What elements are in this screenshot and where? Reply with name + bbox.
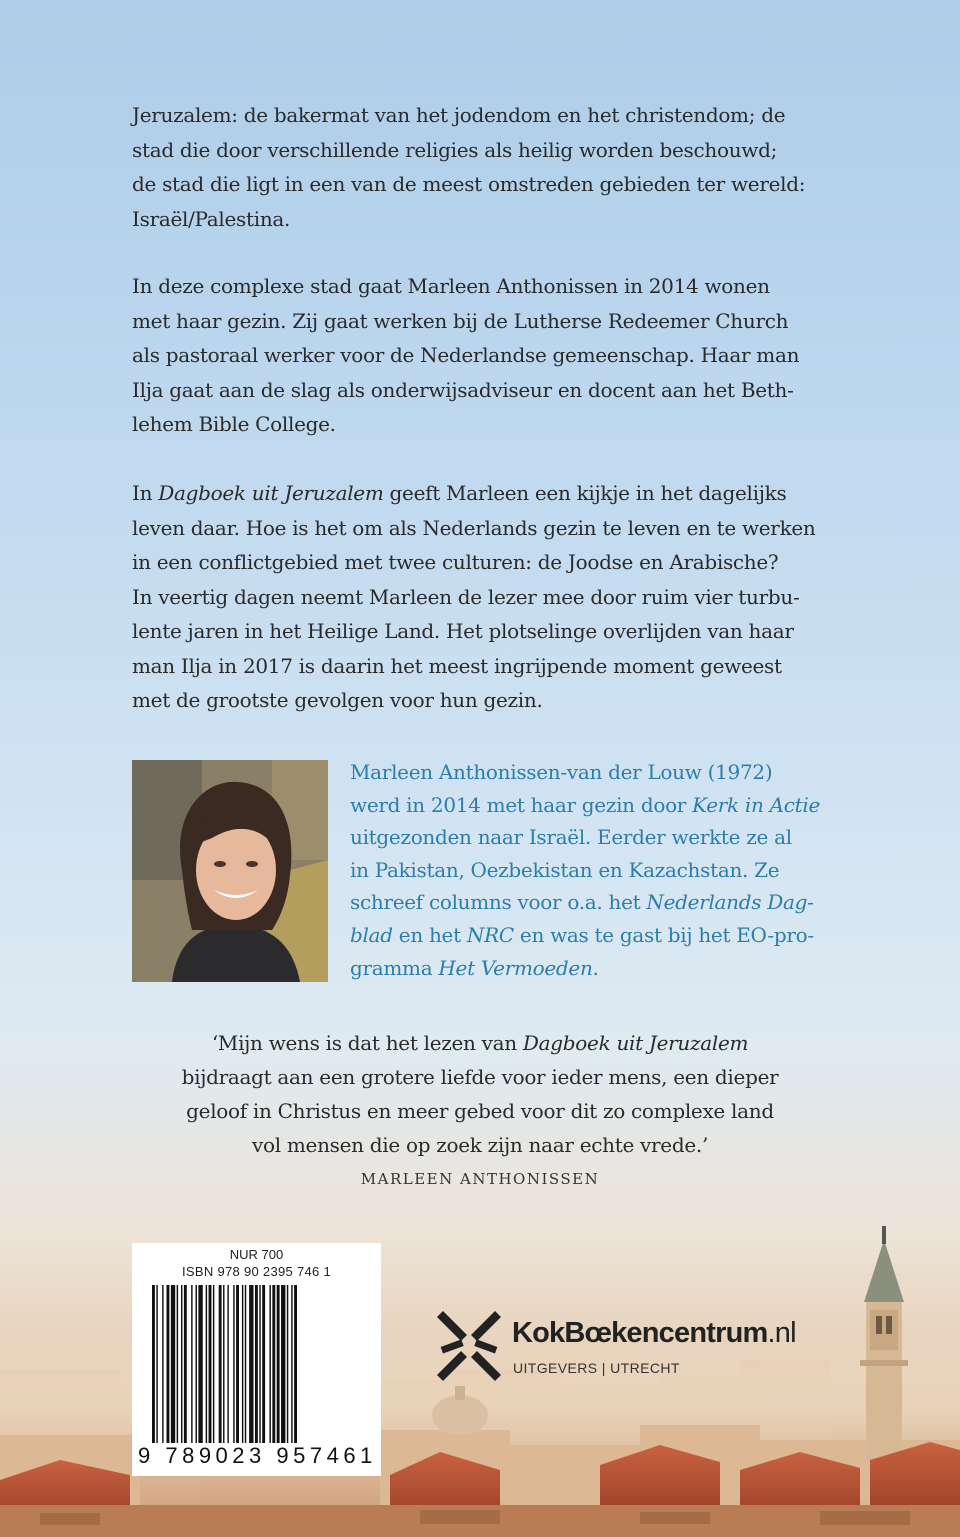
blurb-paragraph-1 xyxy=(132,98,832,236)
barcode-bar xyxy=(171,1285,175,1443)
text-line: geloof in Christus en meer gebed voor dit zo complexe land xyxy=(186,1099,774,1123)
organization-name: Kerk in Actie xyxy=(692,792,821,817)
text-line: Marleen Anthonissen-van der Louw (1972) xyxy=(350,760,773,784)
text-line: in een conflictgebied met twee culturen: de Joodse en Arabische? xyxy=(132,550,779,574)
text-line: met haar gezin. Zij gaat werken bij de Lutherse Redeemer Church xyxy=(132,308,789,333)
barcode-bar xyxy=(206,1285,207,1443)
author-photo xyxy=(132,760,328,982)
text-span: gramma xyxy=(350,955,439,980)
text-line: stad die door verschillende religies als heilig worden beschouwd; xyxy=(132,137,778,162)
text-span: geeft Marleen een kijkje in het dagelijks xyxy=(383,481,787,505)
blurb-paragraph-3 xyxy=(132,476,832,718)
text-span: en het xyxy=(392,922,467,947)
text-line: In veertig dagen neemt Marleen de lezer mee door ruim vier turbu- xyxy=(132,584,800,609)
barcode-bar xyxy=(255,1285,258,1443)
barcode-bar xyxy=(209,1285,212,1443)
publisher-tld: .nl xyxy=(767,1317,796,1349)
barcode-bar xyxy=(152,1285,155,1443)
publisher-name-text: KokBœkencentrum xyxy=(512,1317,768,1349)
barcode-bar xyxy=(196,1285,197,1443)
text-line xyxy=(150,1026,810,1060)
nur-code: NUR 700 xyxy=(229,1247,284,1262)
barcode-bar xyxy=(281,1285,285,1443)
author-portrait-image xyxy=(132,760,328,982)
barcode-bar xyxy=(213,1285,214,1443)
newspaper-name: NRC xyxy=(466,922,514,947)
text-line: met de grootste gevolgen voor hun gezin. xyxy=(132,688,543,712)
book-title: Dagboek uit Jeruzalem xyxy=(522,1031,749,1055)
isbn-barcode xyxy=(132,1243,381,1476)
program-name: Het Vermoeden. xyxy=(438,955,599,980)
text-line: Israël/Palestina. xyxy=(132,206,291,231)
barcode-bar xyxy=(245,1285,246,1443)
barcode-bar xyxy=(294,1285,297,1443)
isbn-number: ISBN 978 90 2395 746 1 xyxy=(182,1264,331,1279)
text-line: in Pakistan, Oezbekistan en Kazachstan. Ze xyxy=(350,857,780,882)
book-title: Dagboek uit Jeruzalem xyxy=(158,481,384,505)
newspaper-name: blad xyxy=(350,922,393,947)
barcode-bar xyxy=(167,1285,170,1443)
barcode-bar xyxy=(277,1285,280,1443)
barcode-bar xyxy=(156,1285,157,1443)
barcode-bar xyxy=(177,1285,178,1443)
text-line: bijdraagt aan een grotere liefde voor ieder mens, een dieper xyxy=(181,1065,779,1089)
text-span: en was te gast bij het EO-pro- xyxy=(513,922,814,947)
barcode-bar xyxy=(291,1285,292,1443)
barcode-bar xyxy=(259,1285,260,1443)
text-line: Jeruzalem: de bakermat van het jodendom en het christendom; de xyxy=(132,103,786,127)
author-bio xyxy=(350,756,850,984)
barcode-bars xyxy=(152,1285,364,1443)
text-span: schreef columns voor o.a. het xyxy=(350,890,647,915)
text-line: lente jaren in het Heilige Land. Het plotselinge overlijden van haar xyxy=(132,619,794,643)
blurb-paragraph-2 xyxy=(132,269,832,442)
text-line xyxy=(350,952,850,985)
text-line: vol mensen die op zoek zijn naar echte vrede.’ xyxy=(251,1133,708,1157)
barcode-bar xyxy=(219,1285,222,1443)
text-line: de stad die ligt in een van de meest omstreden gebieden ter wereld: xyxy=(132,172,806,196)
text-span: ‘Mijn wens is dat het lezen van xyxy=(211,1031,523,1055)
text-line: In deze complexe stad gaat Marleen Anthonissen in 2014 wonen xyxy=(132,274,770,298)
barcode-bar xyxy=(287,1285,288,1443)
quote-author: MARLEEN ANTHONISSEN xyxy=(360,1170,600,1188)
barcode-bar xyxy=(162,1285,163,1443)
text-line: man Ilja in 2017 is daarin het meest ingrijpende moment geweest xyxy=(132,653,782,678)
publisher-name xyxy=(512,1317,796,1350)
barcode-bar xyxy=(262,1285,265,1443)
barcode-bar xyxy=(181,1285,182,1443)
text-line: uitgezonden naar Israël. Eerder werkte ze al xyxy=(350,825,792,850)
barcode-bar xyxy=(191,1285,192,1443)
author-quote xyxy=(150,1026,810,1162)
barcode-bar xyxy=(198,1285,202,1443)
text-line xyxy=(350,919,850,952)
barcode-bar xyxy=(223,1285,224,1443)
text-line: Ilja gaat aan de slag als onderwijsadviseur en docent aan het Beth- xyxy=(132,377,794,402)
barcode-bar xyxy=(227,1285,228,1443)
barcode-bar xyxy=(233,1285,234,1443)
text-line xyxy=(350,789,850,822)
publisher-location: UITGEVERS | UTRECHT xyxy=(513,1360,680,1376)
barcode-bar xyxy=(184,1285,187,1443)
text-span: werd in 2014 met haar gezin door xyxy=(350,792,693,817)
newspaper-name: Nederlands Dag- xyxy=(646,890,814,915)
text-line: als pastoraal werker voor de Nederlandse gemeenschap. Haar man xyxy=(132,343,800,367)
barcode-bar xyxy=(249,1285,253,1443)
publisher-logo-icon xyxy=(437,1305,501,1387)
barcode-bar xyxy=(242,1285,243,1443)
text-span: In xyxy=(132,481,159,505)
text-line xyxy=(132,476,832,511)
text-line: lehem Bible College. xyxy=(132,412,336,436)
barcode-bar xyxy=(272,1285,275,1443)
barcode-digits: 9 789023 957461 xyxy=(138,1443,377,1468)
text-line xyxy=(350,886,850,919)
text-line: leven daar. Hoe is het om als Nederlands gezin te leven en te werken xyxy=(132,515,816,540)
barcode-bar xyxy=(236,1285,239,1443)
barcode-bar xyxy=(269,1285,270,1443)
